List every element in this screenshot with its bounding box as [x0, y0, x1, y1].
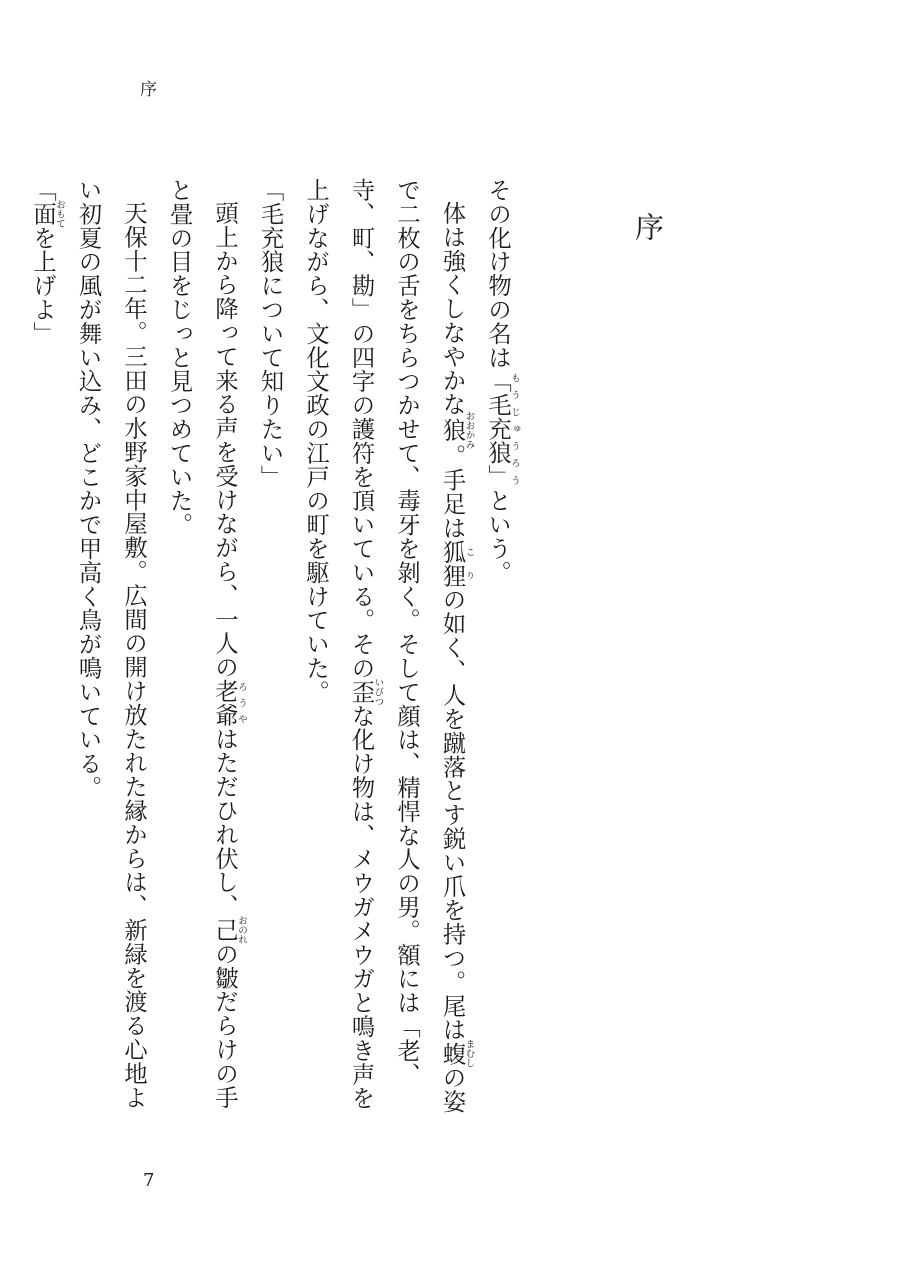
paragraph-3: 「毛充狼について知りたい」	[256, 178, 284, 489]
ruby-annotation: 蝮まむし	[438, 1039, 475, 1069]
text-run: 体は強くしなやかな	[438, 201, 466, 417]
chapter-title: 序	[631, 212, 665, 243]
page-number: 7	[143, 1170, 155, 1191]
ruby-annotation: 歪いびつ	[347, 677, 384, 707]
text-run: な化け物は、メウガメウガと鳴き声を上げながら、文化文政の江戸の町を駆けていた。	[302, 178, 375, 1111]
body-text	[20, 178, 521, 1123]
paragraph-2	[293, 178, 475, 1123]
ruby-annotation: 老爺ろうや	[211, 679, 247, 728]
ruby-annotation: 狐狸こり	[438, 540, 475, 588]
running-head: 序	[140, 80, 157, 100]
paragraph-5: 天保十二年。三田の水野家中屋敷。広間の開け放たれた縁からは、新緑を渡る心地よい初夏の風が舞い込み、どこかで甲高く鳥が鳴いている。	[74, 178, 147, 1110]
ruby-annotation: 己おのれ	[211, 916, 247, 945]
ruby-annotation: 「毛充狼」もうじゅうろう	[484, 369, 520, 489]
text-run: 「	[29, 178, 56, 202]
text-run: その化け物の名は	[484, 178, 511, 370]
text-run: の如く、人を蹴落とす鋭い爪を持つ。尾は	[438, 587, 466, 1042]
ruby-annotation: 面おもて	[29, 199, 65, 229]
text-run: という。	[484, 488, 511, 585]
paragraph-6	[20, 178, 66, 1123]
text-run: 。手足は	[438, 444, 466, 541]
text-run: はただひれ伏し、	[211, 727, 238, 919]
text-run: の皺だらけの手と畳の目をじっと見つめていた。	[165, 178, 238, 1110]
text-run: の姿で二枚の舌をちらつかせて、毒牙を剝く。そして顔は、精悍な人の男。額には「老、寺、町、勘」の四字の護符を頂いている。その	[347, 178, 466, 1114]
text-run: 頭上から降って来る声を受けながら、一人の	[211, 201, 238, 680]
paragraph-1	[475, 178, 521, 1123]
text-run: を上げよ」	[29, 225, 56, 346]
paragraph-4	[156, 178, 247, 1123]
ruby-annotation: 狼おおかみ	[438, 411, 475, 450]
